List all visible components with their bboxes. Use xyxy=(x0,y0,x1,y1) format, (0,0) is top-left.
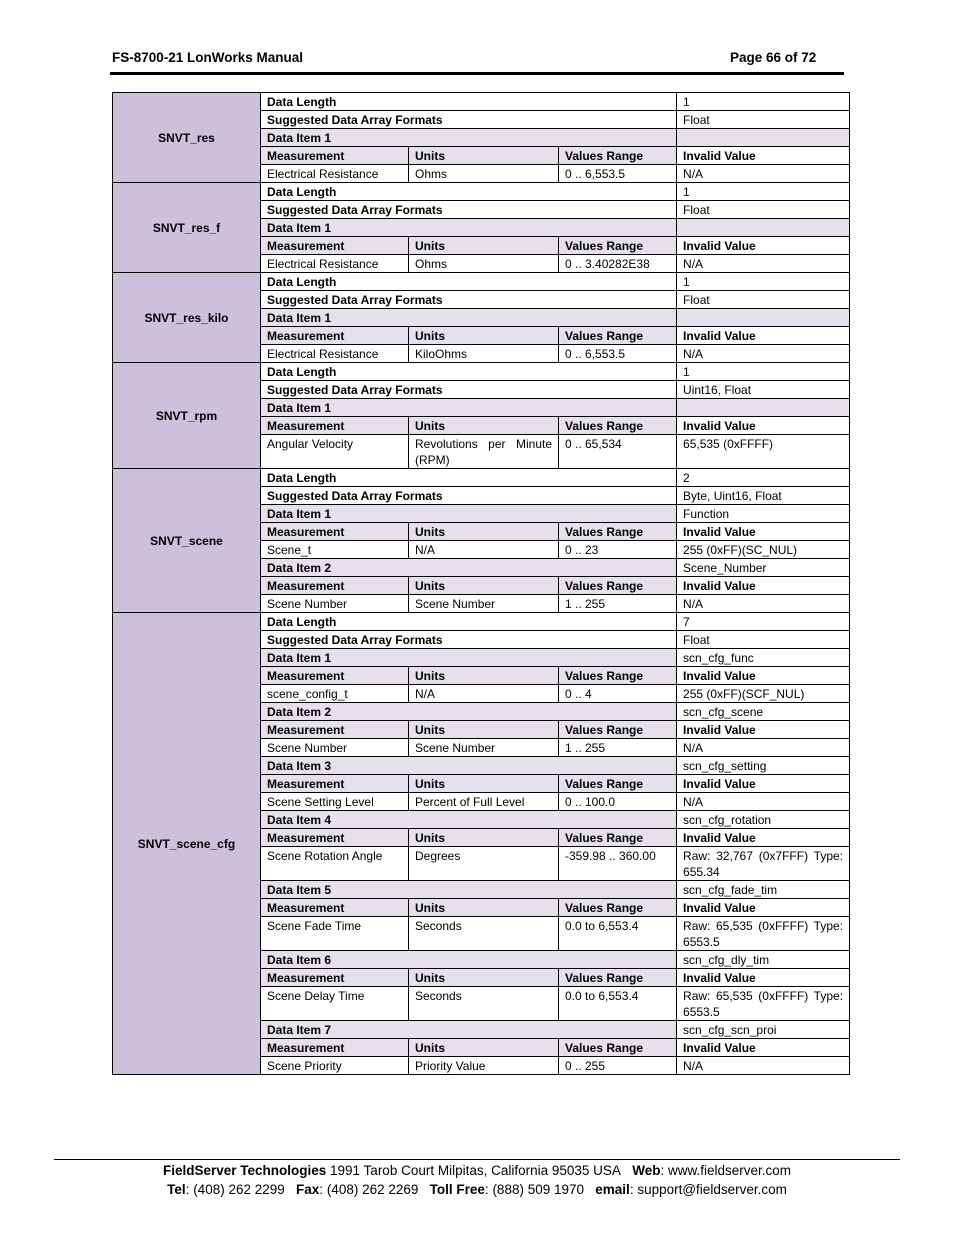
units-cell: Percent of Full Level xyxy=(409,793,559,811)
values-range-cell: 0.0 to 6,553.4 xyxy=(559,987,677,1021)
data-length-row xyxy=(113,273,850,291)
measurement-header: Measurement xyxy=(261,417,409,435)
data-item-label: Data Item 1 xyxy=(261,219,677,237)
values-range-header: Values Range xyxy=(559,667,677,685)
data-item-value: scn_cfg_func xyxy=(677,649,850,667)
invalid-value-cell: Raw: 32,767 (0x7FFF) Type: 655.34 xyxy=(677,847,850,881)
footer-tel: (408) 262 2299 xyxy=(193,1182,285,1197)
footer-rule xyxy=(54,1159,900,1160)
page-number: Page 66 of 72 xyxy=(730,50,817,65)
footer-tel-label: Tel xyxy=(167,1182,186,1197)
values-range-cell: 0 .. 6,553.5 xyxy=(559,345,677,363)
units-header: Units xyxy=(409,1039,559,1057)
data-length-label: Data Length xyxy=(261,613,677,631)
data-item-value: scn_cfg_setting xyxy=(677,757,850,775)
invalid-value-cell: N/A xyxy=(677,345,850,363)
values-range-cell: 0 .. 23 xyxy=(559,541,677,559)
invalid-value-header: Invalid Value xyxy=(677,829,850,847)
snvt-type-name: SNVT_scene_cfg xyxy=(113,613,261,1075)
invalid-value-cell: N/A xyxy=(677,255,850,273)
values-range-cell: 1 .. 255 xyxy=(559,595,677,613)
invalid-value-header: Invalid Value xyxy=(677,721,850,739)
values-range-cell: 0 .. 6,553.5 xyxy=(559,165,677,183)
measurement-header: Measurement xyxy=(261,523,409,541)
data-item-value: scn_cfg_dly_tim xyxy=(677,951,850,969)
invalid-value-header: Invalid Value xyxy=(677,523,850,541)
values-range-header: Values Range xyxy=(559,899,677,917)
invalid-value-header: Invalid Value xyxy=(677,417,850,435)
measurement-cell: Electrical Resistance xyxy=(261,165,409,183)
data-length-value: 7 xyxy=(677,613,850,631)
units-cell: Ohms xyxy=(409,165,559,183)
footer-fax: (408) 262 2269 xyxy=(326,1182,419,1197)
values-range-header: Values Range xyxy=(559,721,677,739)
values-range-cell: 0 .. 100.0 xyxy=(559,793,677,811)
data-item-label: Data Item 1 xyxy=(261,399,677,417)
data-item-value xyxy=(677,219,850,237)
data-item-label: Data Item 4 xyxy=(261,811,677,829)
invalid-value-header: Invalid Value xyxy=(677,237,850,255)
data-length-value: 1 xyxy=(677,363,850,381)
units-header: Units xyxy=(409,327,559,345)
values-range-cell: 0 .. 4 xyxy=(559,685,677,703)
invalid-value-header: Invalid Value xyxy=(677,1039,850,1057)
invalid-value-cell: N/A xyxy=(677,793,850,811)
measurement-cell: scene_config_t xyxy=(261,685,409,703)
data-item-label: Data Item 3 xyxy=(261,757,677,775)
footer-tollfree: (888) 509 1970 xyxy=(492,1182,585,1197)
data-item-label: Data Item 1 xyxy=(261,649,677,667)
data-item-value: scn_cfg_fade_tim xyxy=(677,881,850,899)
measurement-header: Measurement xyxy=(261,775,409,793)
measurement-header: Measurement xyxy=(261,1039,409,1057)
measurement-header: Measurement xyxy=(261,237,409,255)
measurement-header: Measurement xyxy=(261,577,409,595)
measurement-cell: Scene Rotation Angle xyxy=(261,847,409,881)
data-item-value: Scene_Number xyxy=(677,559,850,577)
snvt-type-name: SNVT_res_kilo xyxy=(113,273,261,363)
invalid-value-header: Invalid Value xyxy=(677,969,850,987)
invalid-value-cell: N/A xyxy=(677,1057,850,1075)
formats-label: Suggested Data Array Formats xyxy=(261,631,677,649)
units-cell: N/A xyxy=(409,685,559,703)
footer-line-2: Tel: (408) 262 2299 Fax: (408) 262 2269 Toll Free: (888) 509 1970 email: support@fieldserver.com xyxy=(167,1182,787,1197)
invalid-value-header: Invalid Value xyxy=(677,147,850,165)
measurement-header: Measurement xyxy=(261,829,409,847)
data-item-value xyxy=(677,399,850,417)
data-length-row xyxy=(113,469,850,487)
measurement-cell: Electrical Resistance xyxy=(261,345,409,363)
footer-company: FieldServer Technologies xyxy=(162,1163,327,1178)
header-rule xyxy=(110,72,844,75)
units-cell xyxy=(409,435,559,469)
units-cell: Scene Number xyxy=(409,739,559,757)
formats-label: Suggested Data Array Formats xyxy=(261,487,677,505)
footer-email-label: email xyxy=(595,1182,630,1197)
measurement-cell: Scene Delay Time xyxy=(261,987,409,1021)
values-range-header: Values Range xyxy=(559,969,677,987)
formats-value: Byte, Uint16, Float xyxy=(677,487,850,505)
values-range-cell: 1 .. 255 xyxy=(559,739,677,757)
values-range-header: Values Range xyxy=(559,237,677,255)
snvt-spec-table xyxy=(112,92,850,1075)
data-item-label: Data Item 5 xyxy=(261,881,677,899)
values-range-header: Values Range xyxy=(559,577,677,595)
data-length-row xyxy=(113,363,850,381)
formats-value: Float xyxy=(677,201,850,219)
invalid-value-header: Invalid Value xyxy=(677,667,850,685)
units-cell-text: Revolutions per Minute (RPM) xyxy=(415,437,552,467)
units-cell: Priority Value xyxy=(409,1057,559,1075)
units-header: Units xyxy=(409,969,559,987)
data-length-label: Data Length xyxy=(261,363,677,381)
data-item-label: Data Item 1 xyxy=(261,505,677,523)
values-range-cell: -359.98 .. 360.00 xyxy=(559,847,677,881)
invalid-value-cell: Raw: 65,535 (0xFFFF) Type: 6553.5 xyxy=(677,917,850,951)
invalid-value-cell: 255 (0xFF)(SC_NUL) xyxy=(677,541,850,559)
manual-title: FS-8700-21 LonWorks Manual xyxy=(112,50,304,65)
data-item-value: scn_cfg_rotation xyxy=(677,811,850,829)
footer-address: 1991 Tarob Court Milpitas, California 95035 USA xyxy=(326,1163,621,1178)
data-item-value: scn_cfg_scn_proi xyxy=(677,1021,850,1039)
units-cell: Scene Number xyxy=(409,595,559,613)
formats-label: Suggested Data Array Formats xyxy=(261,201,677,219)
measurement-header: Measurement xyxy=(261,327,409,345)
data-item-value: Function xyxy=(677,505,850,523)
values-range-header: Values Range xyxy=(559,775,677,793)
units-header: Units xyxy=(409,523,559,541)
invalid-value-header: Invalid Value xyxy=(677,327,850,345)
formats-value: Float xyxy=(677,291,850,309)
units-header: Units xyxy=(409,775,559,793)
units-header: Units xyxy=(409,237,559,255)
data-item-label: Data Item 6 xyxy=(261,951,677,969)
units-header: Units xyxy=(409,721,559,739)
formats-label: Suggested Data Array Formats xyxy=(261,381,677,399)
values-range-cell: 0.0 to 6,553.4 xyxy=(559,917,677,951)
data-length-value: 1 xyxy=(677,273,850,291)
data-item-value xyxy=(677,309,850,327)
measurement-cell: Scene Fade Time xyxy=(261,917,409,951)
snvt-type-name: SNVT_res_f xyxy=(113,183,261,273)
measurement-cell: Scene Setting Level xyxy=(261,793,409,811)
snvt-type-name: SNVT_rpm xyxy=(113,363,261,469)
data-length-row xyxy=(113,93,850,111)
measurement-header: Measurement xyxy=(261,899,409,917)
footer-tollfree-label: Toll Free xyxy=(429,1182,485,1197)
values-range-cell: 0 .. 65,534 xyxy=(559,435,677,469)
formats-label: Suggested Data Array Formats xyxy=(261,111,677,129)
footer-line-1: FieldServer Technologies 1991 Tarob Court Milpitas, California 95035 USA Web: www.fieldserver.com xyxy=(162,1163,792,1178)
invalid-value-header: Invalid Value xyxy=(677,899,850,917)
data-length-label: Data Length xyxy=(261,93,677,111)
measurement-cell: Electrical Resistance xyxy=(261,255,409,273)
values-range-header: Values Range xyxy=(559,1039,677,1057)
values-range-header: Values Range xyxy=(559,417,677,435)
units-header: Units xyxy=(409,899,559,917)
invalid-value-header: Invalid Value xyxy=(677,577,850,595)
measurement-cell: Scene Number xyxy=(261,739,409,757)
invalid-value-header: Invalid Value xyxy=(677,775,850,793)
data-item-label: Data Item 7 xyxy=(261,1021,677,1039)
units-cell: Seconds xyxy=(409,987,559,1021)
values-range-header: Values Range xyxy=(559,523,677,541)
data-item-label: Data Item 1 xyxy=(261,129,677,147)
units-cell: N/A xyxy=(409,541,559,559)
formats-value: Uint16, Float xyxy=(677,381,850,399)
values-range-header: Values Range xyxy=(559,147,677,165)
units-cell: Ohms xyxy=(409,255,559,273)
footer-web-label: Web xyxy=(632,1163,661,1178)
invalid-value-cell: N/A xyxy=(677,595,850,613)
values-range-header: Values Range xyxy=(559,829,677,847)
measurement-cell: Scene_t xyxy=(261,541,409,559)
measurement-header: Measurement xyxy=(261,667,409,685)
invalid-value-cell: 255 (0xFF)(SCF_NUL) xyxy=(677,685,850,703)
formats-value: Float xyxy=(677,631,850,649)
footer-fax-label: Fax xyxy=(296,1182,320,1197)
units-header: Units xyxy=(409,667,559,685)
data-item-label: Data Item 2 xyxy=(261,559,677,577)
snvt-type-name: SNVT_res xyxy=(113,93,261,183)
values-range-cell: 0 .. 255 xyxy=(559,1057,677,1075)
snvt-type-name: SNVT_scene xyxy=(113,469,261,613)
units-cell: KiloOhms xyxy=(409,345,559,363)
units-header: Units xyxy=(409,829,559,847)
units-header: Units xyxy=(409,417,559,435)
footer-web-link[interactable]: www.fieldserver.com xyxy=(667,1163,792,1178)
data-length-row xyxy=(113,613,850,631)
measurement-header: Measurement xyxy=(261,147,409,165)
measurement-cell: Angular Velocity xyxy=(261,435,409,469)
data-length-label: Data Length xyxy=(261,183,677,201)
data-item-label: Data Item 1 xyxy=(261,309,677,327)
units-header: Units xyxy=(409,147,559,165)
data-length-value: 1 xyxy=(677,93,850,111)
data-length-label: Data Length xyxy=(261,273,677,291)
data-item-label: Data Item 2 xyxy=(261,703,677,721)
values-range-header: Values Range xyxy=(559,327,677,345)
measurement-cell: Scene Priority xyxy=(261,1057,409,1075)
units-cell: Degrees xyxy=(409,847,559,881)
data-length-value: 2 xyxy=(677,469,850,487)
data-length-value: 1 xyxy=(677,183,850,201)
data-item-value xyxy=(677,129,850,147)
invalid-value-cell: N/A xyxy=(677,739,850,757)
measurement-header: Measurement xyxy=(261,969,409,987)
units-cell: Seconds xyxy=(409,917,559,951)
formats-value: Float xyxy=(677,111,850,129)
invalid-value-cell: 65,535 (0xFFFF) xyxy=(677,435,850,469)
data-length-row xyxy=(113,183,850,201)
invalid-value-cell: N/A xyxy=(677,165,850,183)
invalid-value-cell: Raw: 65,535 (0xFFFF) Type: 6553.5 xyxy=(677,987,850,1021)
formats-label: Suggested Data Array Formats xyxy=(261,291,677,309)
units-header: Units xyxy=(409,577,559,595)
footer-email-link[interactable]: support@fieldserver.com xyxy=(637,1182,787,1197)
measurement-cell: Scene Number xyxy=(261,595,409,613)
data-length-label: Data Length xyxy=(261,469,677,487)
data-item-value: scn_cfg_scene xyxy=(677,703,850,721)
measurement-header: Measurement xyxy=(261,721,409,739)
values-range-cell: 0 .. 3.40282E38 xyxy=(559,255,677,273)
